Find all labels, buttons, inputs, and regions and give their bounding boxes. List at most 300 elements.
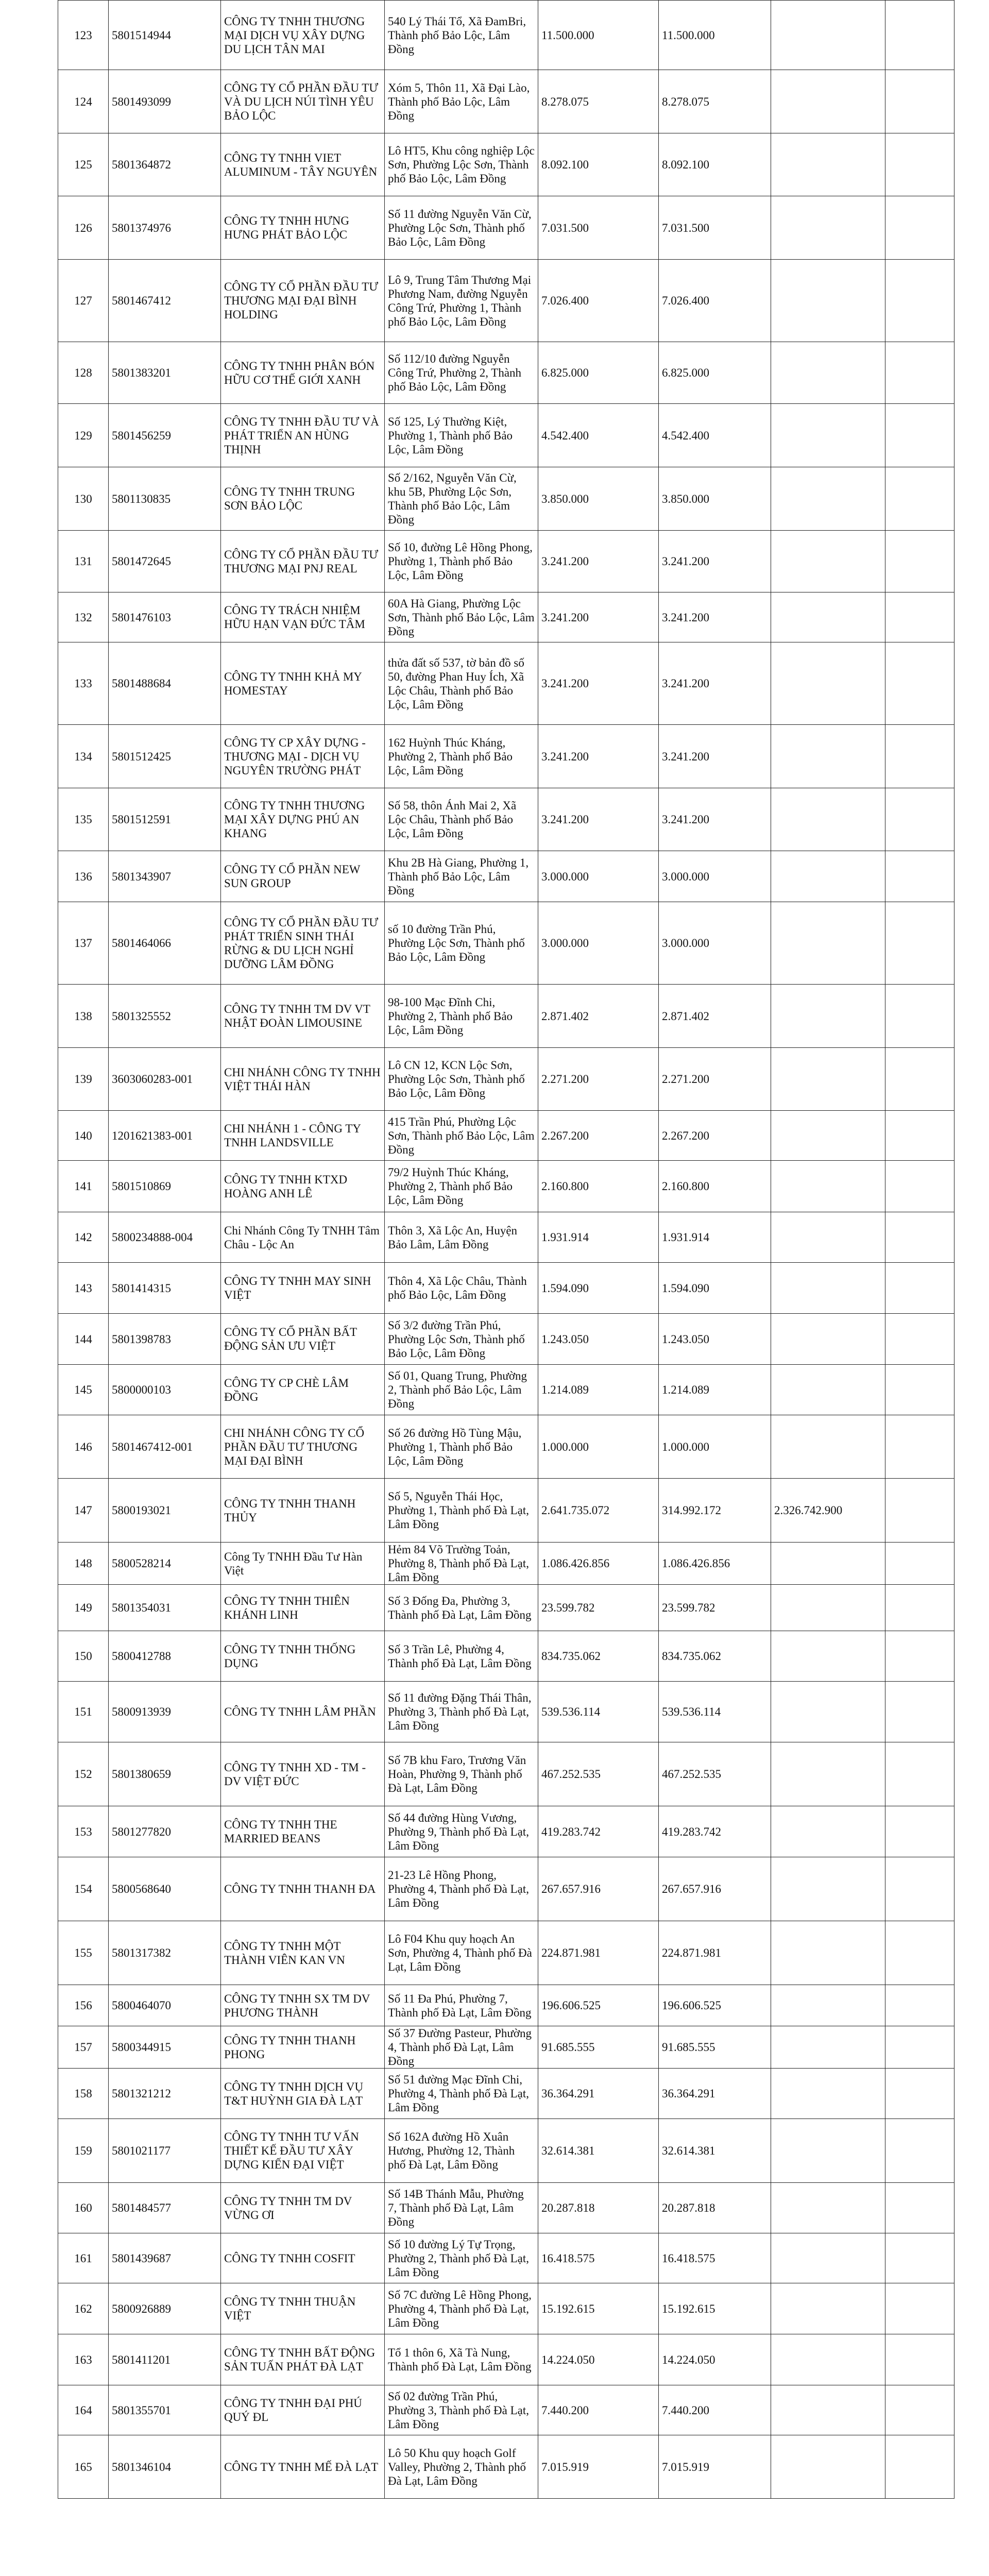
row-number: 145 [58,1365,109,1415]
debt-amount-other [771,1585,885,1631]
empty-cell [885,70,954,133]
row-number: 149 [58,1585,109,1631]
debt-amount: 91.685.555 [659,2026,771,2069]
row-number: 125 [58,133,109,196]
table-row [58,2069,954,2119]
company-name: CÔNG TY TNHH COSFIT [221,2233,385,2283]
company-address: Lô HT5, Khu công nghiệp Lộc Sơn, Phường Lộc Sơn, Thành phố Bảo Lộc, Lâm Đồng [385,133,538,196]
table-row [58,1742,954,1806]
debt-amount: 1.000.000 [659,1415,771,1479]
debt-amount: 3.241.200 [659,592,771,642]
total-debt: 3.000.000 [538,851,659,902]
debt-amount: 14.224.050 [659,2334,771,2385]
company-name: CÔNG TY CỔ PHẦN NEW SUN GROUP [221,851,385,902]
total-debt: 1.931.914 [538,1212,659,1263]
company-address: Số 125, Lý Thường Kiệt, Phường 1, Thành phố Bảo Lộc, Lâm Đồng [385,404,538,467]
debt-amount-other [771,2069,885,2119]
tax-code: 5801021177 [109,2119,221,2183]
table-row [58,1543,954,1585]
table-row [58,902,954,985]
table-row [58,592,954,642]
company-name: CÔNG TY TRÁCH NHIỆM HỮU HẠN VẠN ĐỨC TÂM [221,592,385,642]
debt-amount-other [771,1806,885,1857]
empty-cell [885,2119,954,2183]
row-number: 163 [58,2334,109,2385]
debt-amount: 11.500.000 [659,1,771,70]
debt-amount: 7.026.400 [659,260,771,342]
tax-code: 5800344915 [109,2026,221,2069]
debt-amount-other [771,2385,885,2435]
tax-code: 5801484577 [109,2183,221,2233]
debt-amount-other [771,1263,885,1314]
debt-amount-other [771,902,885,985]
empty-cell [885,1631,954,1682]
row-number: 129 [58,404,109,467]
company-name: CÔNG TY TNHH THANH PHONG [221,2026,385,2069]
row-number: 138 [58,985,109,1048]
company-name: CÔNG TY CỔ PHẦN ĐẦU TƯ VÀ DU LỊCH NÚI TÌNH YÊU BẢO LỘC [221,70,385,133]
empty-cell [885,531,954,592]
tax-code: 5801414315 [109,1263,221,1314]
debt-amount: 3.850.000 [659,467,771,531]
tax-code: 5800464070 [109,1985,221,2026]
row-number: 133 [58,642,109,725]
total-debt: 3.241.200 [538,531,659,592]
empty-cell [885,342,954,404]
company-name: CÔNG TY TNHH KHẢ MY HOMESTAY [221,642,385,725]
company-address: Số 14B Thánh Mẫu, Phường 7, Thành phố Đà Lạt, Lâm Đồng [385,2183,538,2233]
company-address: Số 112/10 đường Nguyễn Công Trứ, Phường 2, Thành phố Bảo Lộc, Lâm Đồng [385,342,538,404]
row-number: 128 [58,342,109,404]
total-debt: 1.086.426.856 [538,1543,659,1585]
company-address: Số 2/162, Nguyễn Văn Cừ, khu 5B, Phường Lộc Sơn, Thành phố Bảo Lộc, Lâm Đồng [385,467,538,531]
tax-debt-table [58,0,954,2499]
debt-amount-other [771,2435,885,2499]
empty-cell [885,260,954,342]
company-name: CÔNG TY CỔ PHẦN BẤT ĐỘNG SẢN ƯU VIỆT [221,1314,385,1365]
tax-code: 5800528214 [109,1543,221,1585]
row-number: 155 [58,1921,109,1985]
empty-cell [885,1111,954,1161]
row-number: 135 [58,788,109,851]
row-number: 156 [58,1985,109,2026]
table-row [58,1212,954,1263]
empty-cell [885,1263,954,1314]
total-debt: 196.606.525 [538,1985,659,2026]
empty-cell [885,2385,954,2435]
empty-cell [885,1543,954,1585]
row-number: 132 [58,592,109,642]
empty-cell [885,1415,954,1479]
company-address: Số 10, đường Lê Hồng Phong, Phường 1, Thành phố Bảo Lộc, Lâm Đồng [385,531,538,592]
table-row [58,1111,954,1161]
row-number: 152 [58,1742,109,1806]
tax-code: 5800193021 [109,1479,221,1543]
debt-amount: 2.271.200 [659,1048,771,1111]
tax-code: 5801476103 [109,592,221,642]
debt-amount-other [771,2026,885,2069]
total-debt: 7.015.919 [538,2435,659,2499]
company-address: Số 11 đường Nguyễn Văn Cừ, Phường Lộc Sơn, Thành phố Bảo Lộc, Lâm Đồng [385,196,538,260]
debt-amount: 419.283.742 [659,1806,771,1857]
debt-amount-other [771,404,885,467]
table-row [58,260,954,342]
table-row [58,2385,954,2435]
table-row [58,404,954,467]
empty-cell [885,467,954,531]
table-row [58,1314,954,1365]
table-row [58,1415,954,1479]
empty-cell [885,851,954,902]
empty-cell [885,1212,954,1263]
debt-amount-other: 2.326.742.900 [771,1479,885,1543]
company-name: CHI NHÁNH CÔNG TY TNHH VIỆT THÁI HÀN [221,1048,385,1111]
tax-code: 5801364872 [109,133,221,196]
company-name: CHI NHÁNH CÔNG TY CỔ PHẦN ĐẦU TƯ THƯƠNG MẠI ĐẠI BÌNH [221,1415,385,1479]
table-row [58,2334,954,2385]
debt-amount: 15.192.615 [659,2283,771,2334]
company-address: Số 162A đường Hồ Xuân Hương, Phường 12, Thành phố Đà Lạt, Lâm Đồng [385,2119,538,2183]
row-number: 137 [58,902,109,985]
tax-code: 5800926889 [109,2283,221,2334]
debt-amount-other [771,1365,885,1415]
tax-code: 5800568640 [109,1857,221,1921]
empty-cell [885,133,954,196]
debt-amount-other [771,2334,885,2385]
tax-code: 5801321212 [109,2069,221,2119]
table-row [58,1857,954,1921]
table-row [58,2435,954,2499]
row-number: 140 [58,1111,109,1161]
total-debt: 8.278.075 [538,70,659,133]
debt-amount-other [771,133,885,196]
row-number: 139 [58,1048,109,1111]
table-row [58,1479,954,1543]
table-body [58,1,954,2499]
tax-code: 5801374976 [109,196,221,260]
tax-code: 5801346104 [109,2435,221,2499]
table-row [58,1985,954,2026]
company-address: Khu 2B Hà Giang, Phường 1, Thành phố Bảo Lộc, Lâm Đồng [385,851,538,902]
debt-amount-other [771,531,885,592]
company-name: CÔNG TY TNHH HƯNG HƯNG PHÁT BẢO LỘC [221,196,385,260]
table-row [58,467,954,531]
company-name: CÔNG TY TNHH THANH ĐA [221,1857,385,1921]
company-name: CÔNG TY TNHH MAY SINH VIỆT [221,1263,385,1314]
total-debt: 2.641.735.072 [538,1479,659,1543]
empty-cell [885,1985,954,2026]
debt-amount: 7.440.200 [659,2385,771,2435]
empty-cell [885,1682,954,1742]
total-debt: 3.241.200 [538,592,659,642]
empty-cell [885,1161,954,1212]
table-row [58,1631,954,1682]
debt-amount-other [771,1682,885,1742]
company-name: CÔNG TY TNHH LÂM PHẦN [221,1682,385,1742]
empty-cell [885,1585,954,1631]
row-number: 157 [58,2026,109,2069]
tax-code: 5801277820 [109,1806,221,1857]
total-debt: 15.192.615 [538,2283,659,2334]
company-address: Thôn 3, Xã Lộc An, Huyện Bảo Lâm, Lâm Đồng [385,1212,538,1263]
company-address: Số 44 đường Hùng Vương, Phường 9, Thành phố Đà Lạt, Lâm Đồng [385,1806,538,1857]
debt-amount-other [771,1161,885,1212]
empty-cell [885,1,954,70]
tax-code: 5801343907 [109,851,221,902]
company-name: CÔNG TY TNHH TRUNG SƠN BẢO LỘC [221,467,385,531]
empty-cell [885,1921,954,1985]
debt-amount-other [771,1921,885,1985]
total-debt: 3.241.200 [538,725,659,788]
empty-cell [885,902,954,985]
company-address: Số 51 đường Mạc Đĩnh Chi, Phường 4, Thành phố Đà Lạt, Lâm Đồng [385,2069,538,2119]
tax-code: 1201621383-001 [109,1111,221,1161]
company-address: Số 26 đường Hồ Tùng Mậu, Phường 1, Thành phố Bảo Lộc, Lâm Đồng [385,1415,538,1479]
table-row [58,133,954,196]
debt-amount: 314.992.172 [659,1479,771,1543]
company-address: Số 11 đường Đặng Thái Thân, Phường 3, Thành phố Đà Lạt, Lâm Đồng [385,1682,538,1742]
debt-amount: 36.364.291 [659,2069,771,2119]
row-number: 144 [58,1314,109,1365]
company-address: Lô CN 12, KCN Lộc Sơn, Phường Lộc Sơn, Thành phố Bảo Lộc, Lâm Đồng [385,1048,538,1111]
company-name: CÔNG TY TNHH TM DV VỪNG ƠI [221,2183,385,2233]
company-name: CÔNG TY TNHH MỘT THÀNH VIÊN KAN VN [221,1921,385,1985]
debt-amount-other [771,985,885,1048]
company-address: Lô 9, Trung Tâm Thương Mại Phương Nam, đường Nguyễn Công Trứ, Phường 1, Thành phố Bảo Lộc, Lâm Đồng [385,260,538,342]
company-name: CÔNG TY TNHH XD - TM - DV VIỆT ĐỨC [221,1742,385,1806]
company-name: Chi Nhánh Công Ty TNHH Tâm Châu - Lộc An [221,1212,385,1263]
table-row [58,2183,954,2233]
debt-amount-other [771,642,885,725]
company-address: Số 7C đường Lê Hồng Phong, Phường 4, Thành phố Đà Lạt, Lâm Đồng [385,2283,538,2334]
debt-amount: 539.536.114 [659,1682,771,1742]
row-number: 141 [58,1161,109,1212]
total-debt: 539.536.114 [538,1682,659,1742]
company-name: CÔNG TY TNHH DỊCH VỤ T&T HUỲNH GIA ĐÀ LẠT [221,2069,385,2119]
debt-amount: 3.241.200 [659,788,771,851]
total-debt: 2.271.200 [538,1048,659,1111]
company-address: 21-23 Lê Hồng Phong, Phường 4, Thành phố Đà Lạt, Lâm Đồng [385,1857,538,1921]
row-number: 124 [58,70,109,133]
row-number: 154 [58,1857,109,1921]
row-number: 131 [58,531,109,592]
row-number: 134 [58,725,109,788]
table-row [58,1,954,70]
tax-code: 5801512591 [109,788,221,851]
total-debt: 834.735.062 [538,1631,659,1682]
debt-amount: 267.657.916 [659,1857,771,1921]
company-name: CÔNG TY TNHH THIÊN KHÁNH LINH [221,1585,385,1631]
debt-amount: 20.287.818 [659,2183,771,2233]
tax-code: 5801355701 [109,2385,221,2435]
table-row [58,1585,954,1631]
row-number: 160 [58,2183,109,2233]
empty-cell [885,1742,954,1806]
total-debt: 3.241.200 [538,642,659,725]
debt-amount: 3.241.200 [659,725,771,788]
total-debt: 20.287.818 [538,2183,659,2233]
empty-cell [885,1806,954,1857]
table-row [58,2119,954,2183]
total-debt: 2.160.800 [538,1161,659,1212]
total-debt: 32.614.381 [538,2119,659,2183]
debt-amount: 8.278.075 [659,70,771,133]
table-row [58,788,954,851]
company-name: CÔNG TY TNHH BẤT ĐỘNG SẢN TUẤN PHÁT ĐÀ LẠT [221,2334,385,2385]
table-row [58,851,954,902]
row-number: 136 [58,851,109,902]
company-name: CÔNG TY TNHH THƯƠNG MẠI XÂY DỰNG PHÚ AN KHANG [221,788,385,851]
company-address: Số 5, Nguyễn Thái Học, Phường 1, Thành phố Đà Lạt, Lâm Đồng [385,1479,538,1543]
company-name: CÔNG TY TNHH TƯ VẤN THIẾT KẾ ĐẦU TƯ XÂY DỰNG KIẾN ĐẠI VIỆT [221,2119,385,2183]
total-debt: 36.364.291 [538,2069,659,2119]
tax-code: 5801472645 [109,531,221,592]
company-address: Số 3 Trần Lê, Phường 4, Thành phố Đà Lạt, Lâm Đồng [385,1631,538,1682]
debt-amount-other [771,1985,885,2026]
company-address: Số 3 Đống Đa, Phường 3, Thành phố Đà Lạt, Lâm Đồng [385,1585,538,1631]
company-address: Số 58, thôn Ánh Mai 2, Xã Lộc Châu, Thành phố Bảo Lộc, Lâm Đồng [385,788,538,851]
debt-amount-other [771,1212,885,1263]
debt-amount-other [771,1048,885,1111]
debt-amount-other [771,1742,885,1806]
total-debt: 419.283.742 [538,1806,659,1857]
tax-code: 5800412788 [109,1631,221,1682]
company-name: CÔNG TY TNHH KTXD HOÀNG ANH LÊ [221,1161,385,1212]
debt-amount: 834.735.062 [659,1631,771,1682]
company-name: Công Ty TNHH Đầu Tư Hàn Việt [221,1543,385,1585]
total-debt: 1.214.089 [538,1365,659,1415]
company-address: 540 Lý Thái Tổ, Xã ĐamBri, Thành phố Bảo Lộc, Lâm Đồng [385,1,538,70]
tax-code: 5801439687 [109,2233,221,2283]
empty-cell [885,592,954,642]
row-number: 143 [58,1263,109,1314]
company-name: CÔNG TY TNHH VIET ALUMINUM - TÂY NGUYÊN [221,133,385,196]
company-name: CÔNG TY TNHH THE MARRIED BEANS [221,1806,385,1857]
table-row [58,725,954,788]
table-row [58,1161,954,1212]
empty-cell [885,404,954,467]
debt-amount-other [771,70,885,133]
company-address: số 10 đường Trần Phú, Phường Lộc Sơn, Thành phố Bảo Lộc, Lâm Đồng [385,902,538,985]
tax-code: 5801488684 [109,642,221,725]
company-name: CÔNG TY TNHH SX TM DV PHƯƠNG THÀNH [221,1985,385,2026]
company-address: Số 02 đường Trần Phú, Phường 3, Thành phố Đà Lạt, Lâm Đồng [385,2385,538,2435]
total-debt: 3.000.000 [538,902,659,985]
company-address: Thôn 4, Xã Lộc Châu, Thành phố Bảo Lộc, Lâm Đồng [385,1263,538,1314]
row-number: 159 [58,2119,109,2183]
table-row [58,196,954,260]
tax-code: 5801411201 [109,2334,221,2385]
row-number: 150 [58,1631,109,1682]
empty-cell [885,1857,954,1921]
empty-cell [885,196,954,260]
debt-amount: 1.594.090 [659,1263,771,1314]
company-name: CÔNG TY TNHH MẾ ĐÀ LẠT [221,2435,385,2499]
empty-cell [885,1365,954,1415]
debt-amount-other [771,851,885,902]
company-name: CÔNG TY TNHH ĐẦU TƯ VÀ PHÁT TRIỂN AN HÙNG THỊNH [221,404,385,467]
table-row [58,1921,954,1985]
debt-amount-other [771,467,885,531]
total-debt: 7.440.200 [538,2385,659,2435]
debt-amount-other [771,1857,885,1921]
debt-amount: 1.243.050 [659,1314,771,1365]
debt-amount-other [771,1415,885,1479]
company-address: Xóm 5, Thôn 11, Xã Đại Lào, Thành phố Bảo Lộc, Lâm Đồng [385,70,538,133]
tax-code: 5801383201 [109,342,221,404]
row-number: 147 [58,1479,109,1543]
empty-cell [885,2283,954,2334]
company-address: Số 37 Đường Pasteur, Phường 4, Thành phố Đà Lạt, Lâm Đồng [385,2026,538,2069]
tax-code: 5801317382 [109,1921,221,1985]
company-name: CÔNG TY CP CHÈ LÂM ĐỒNG [221,1365,385,1415]
company-address: 415 Trần Phú, Phường Lộc Sơn, Thành phố Bảo Lộc, Lâm Đồng [385,1111,538,1161]
company-address: Tổ 1 thôn 6, Xã Tà Nung, Thành phố Đà Lạt, Lâm Đồng [385,2334,538,2385]
table-row [58,2026,954,2069]
table-row [58,2233,954,2283]
table-row [58,642,954,725]
empty-cell [885,1314,954,1365]
debt-amount: 1.086.426.856 [659,1543,771,1585]
row-number: 148 [58,1543,109,1585]
company-name: CÔNG TY TNHH ĐẠI PHÚ QUÝ ĐL [221,2385,385,2435]
empty-cell [885,2026,954,2069]
debt-amount: 196.606.525 [659,1985,771,2026]
total-debt: 16.418.575 [538,2233,659,2283]
row-number: 130 [58,467,109,531]
empty-cell [885,2233,954,2283]
row-number: 164 [58,2385,109,2435]
row-number: 161 [58,2233,109,2283]
empty-cell [885,1479,954,1543]
row-number: 162 [58,2283,109,2334]
debt-amount: 3.241.200 [659,531,771,592]
tax-code: 5801512425 [109,725,221,788]
debt-amount-other [771,2183,885,2233]
tax-code: 5801467412-001 [109,1415,221,1479]
total-debt: 6.825.000 [538,342,659,404]
company-name: CÔNG TY TNHH THƯƠNG MẠI DỊCH VỤ XÂY DỰNG DU LỊCH TÂN MAI [221,1,385,70]
tax-code: 5801354031 [109,1585,221,1631]
tax-code: 5801325552 [109,985,221,1048]
tax-code: 5801380659 [109,1742,221,1806]
company-address: 79/2 Huỳnh Thúc Kháng, Phường 2, Thành phố Bảo Lộc, Lâm Đồng [385,1161,538,1212]
debt-amount-other [771,196,885,260]
company-name: CÔNG TY TNHH THANH THỦY [221,1479,385,1543]
total-debt: 267.657.916 [538,1857,659,1921]
tax-code: 5801398783 [109,1314,221,1365]
debt-amount: 4.542.400 [659,404,771,467]
company-address: 60A Hà Giang, Phường Lộc Sơn, Thành phố Bảo Lộc, Lâm Đồng [385,592,538,642]
debt-amount: 1.931.914 [659,1212,771,1263]
total-debt: 3.850.000 [538,467,659,531]
debt-amount-other [771,788,885,851]
tax-code: 5801467412 [109,260,221,342]
tax-code: 5801130835 [109,467,221,531]
table-row [58,1682,954,1742]
debt-amount: 3.241.200 [659,642,771,725]
company-address: Lô F04 Khu quy hoạch An Sơn, Phường 4, Thành phố Đà Lạt, Lâm Đồng [385,1921,538,1985]
tax-code: 5801464066 [109,902,221,985]
row-number: 146 [58,1415,109,1479]
debt-amount: 7.031.500 [659,196,771,260]
debt-amount-other [771,1,885,70]
debt-amount-other [771,1543,885,1585]
table-row [58,1263,954,1314]
company-address: 98-100 Mạc Đĩnh Chi, Phường 2, Thành phố Bảo Lộc, Lâm Đồng [385,985,538,1048]
row-number: 123 [58,1,109,70]
debt-amount: 8.092.100 [659,133,771,196]
